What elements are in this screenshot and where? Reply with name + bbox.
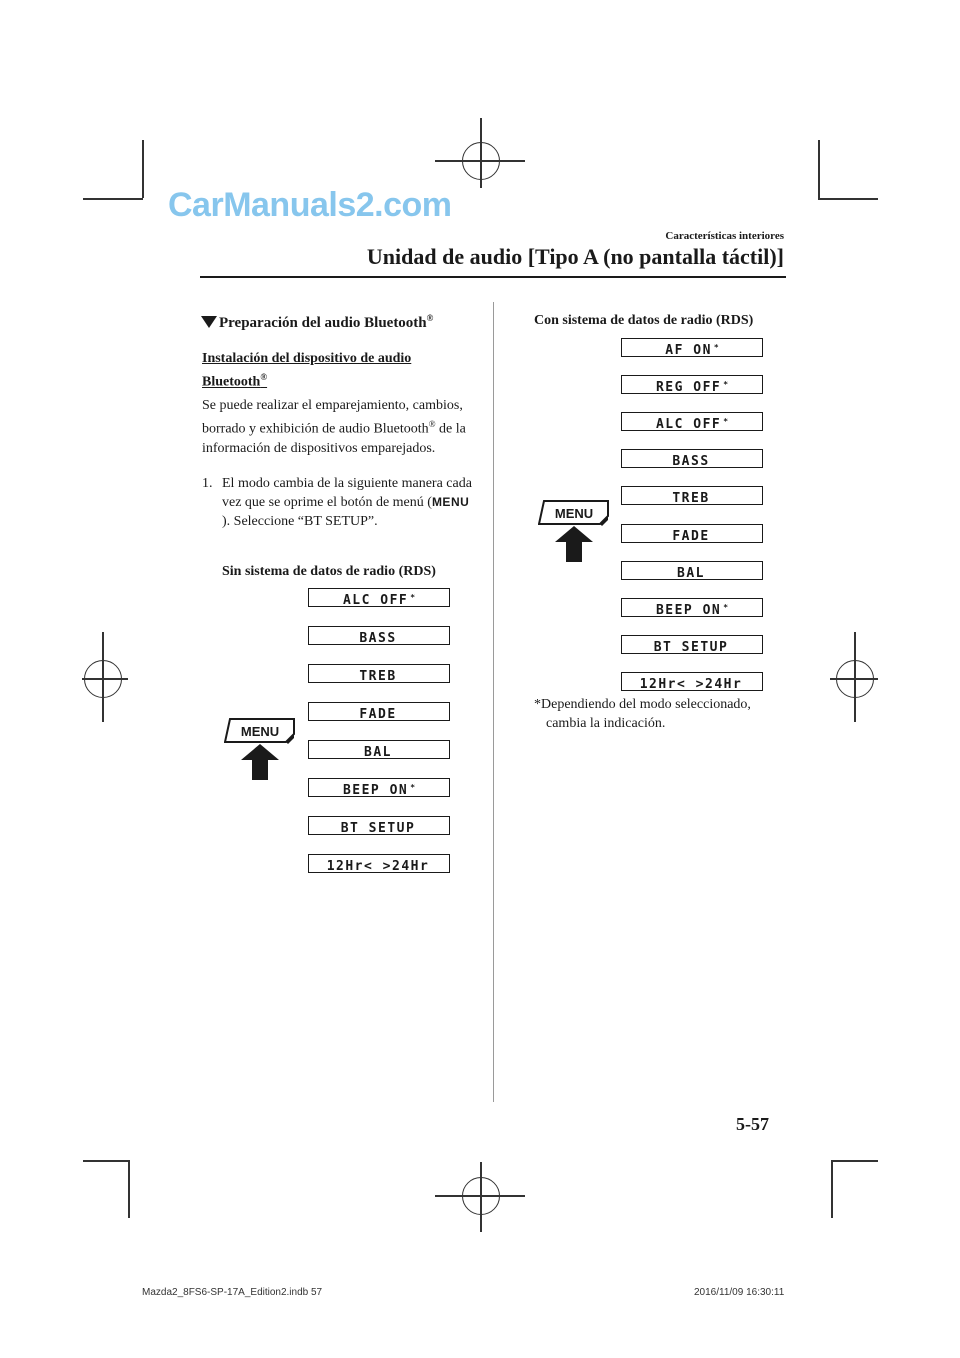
lcd-display-item: BAL (308, 740, 450, 759)
footnote: *Dependiendo del modo seleccionado, cambia la indicación. (534, 697, 751, 731)
column-divider (493, 302, 494, 1102)
menu-button-icon (224, 716, 298, 782)
menu-inline-icon: MENU (431, 495, 470, 509)
lcd-display-item: BT SETUP (308, 816, 450, 835)
with-rds-label: Con sistema de datos de radio (RDS) (534, 313, 754, 328)
lcd-display-item: BASS (308, 626, 450, 645)
lcd-display-item: BASS (621, 449, 763, 468)
section-heading: Preparación del audio Bluetooth® (201, 313, 433, 332)
lcd-display-item: REG OFF * (621, 375, 763, 394)
print-date-info: 2016/11/09 16:30:11 (694, 1287, 785, 1298)
header-rule (200, 276, 786, 278)
watermark: CarManuals2.com (168, 186, 452, 224)
svg-text:MENU: MENU (240, 724, 280, 739)
lcd-display-item: BT SETUP (621, 635, 763, 654)
page-title: Unidad de audio [Tipo A (no pantalla táctil)] (366, 244, 784, 269)
svg-text:MENU: MENU (554, 506, 594, 521)
page-number: 5-57 (736, 1114, 769, 1134)
lcd-display-item: TREB (621, 486, 763, 505)
lcd-display-item: ALC OFF * (308, 588, 450, 607)
triangle-icon (201, 316, 217, 328)
subheading: Instalación del dispositivo de audio Bluetooth® (202, 351, 412, 390)
step-1: 1. El modo cambia de la siguiente manera cada vez que se oprime el botón de menú (MENU). Seleccione “BT SETUP”. (202, 476, 472, 529)
lcd-display-item: BAL (621, 561, 763, 580)
section-label: Características interiores (665, 230, 784, 242)
print-file-info: Mazda2_8FS6-SP-17A_Edition2.indb 57 (142, 1287, 323, 1298)
lcd-display-item: AF ON * (621, 338, 763, 357)
lcd-display-item: 12Hr< >24Hr (621, 672, 763, 691)
intro-paragraph: Se puede realizar el emparejamiento, cambios, borrado y exhibición de audio Bluetooth® de la información de dispositivos emparejados. (202, 398, 466, 456)
lcd-display-item: BEEP ON * (621, 598, 763, 617)
lcd-display-item: BEEP ON * (308, 778, 450, 797)
menu-button-icon (538, 498, 612, 564)
lcd-display-item: TREB (308, 664, 450, 683)
lcd-display-item: FADE (308, 702, 450, 721)
lcd-display-item: 12Hr< >24Hr (308, 854, 450, 873)
without-rds-label: Sin sistema de datos de radio (RDS) (222, 564, 436, 579)
lcd-display-item: ALC OFF * (621, 412, 763, 431)
lcd-display-item: FADE (621, 524, 763, 543)
